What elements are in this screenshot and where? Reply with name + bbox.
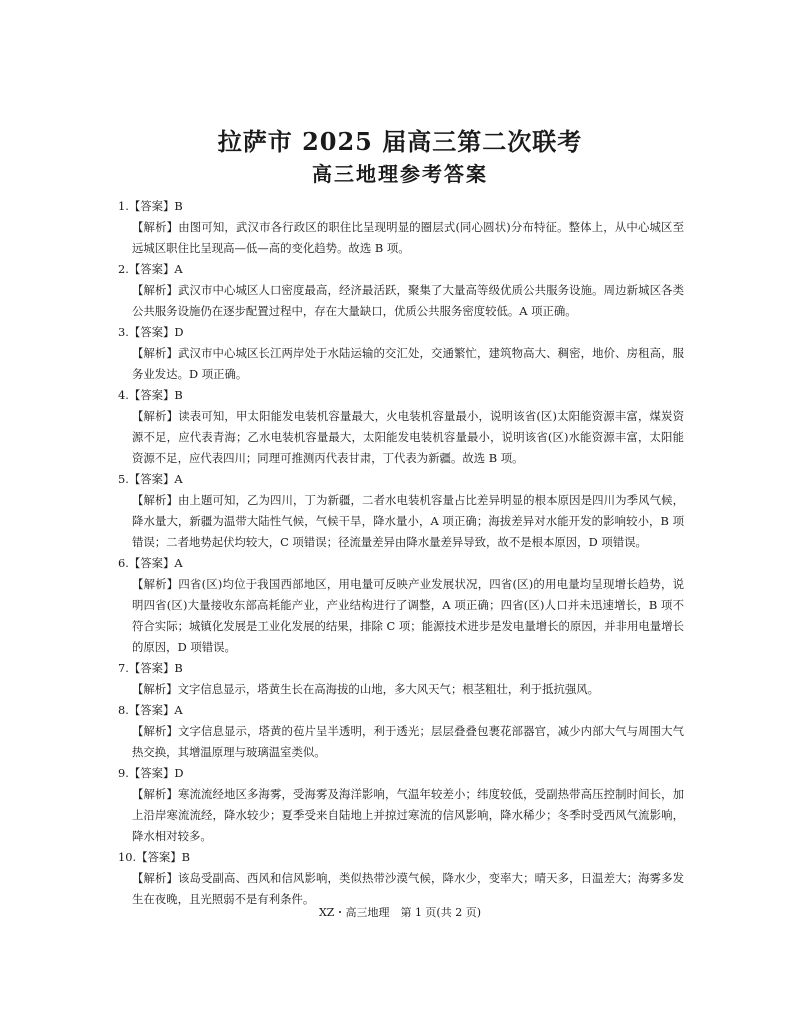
answer-line: 3.【答案】D xyxy=(118,325,184,339)
answer-item xyxy=(118,553,684,658)
answer-list xyxy=(118,196,684,910)
analysis-text: 【解析】寒流流经地区多海雾，受海雾及海洋影响，气温年较差小；纬度较低，受副热带高压控制时间长，加上沿岸寒流流经，降水较少；夏季受来自陆地上并掠过寒流的信风影响，降水稀少；冬季时受西风气流影响，降水相对较多。 xyxy=(132,787,684,843)
answer-item xyxy=(118,700,684,763)
page-subtitle: 高三地理参考答案 xyxy=(312,162,488,186)
analysis-text: 【解析】读表可知，甲太阳能发电装机容量最大，火电装机容量最小，说明该省(区)太阳能资源丰富，煤炭资源不足，应代表青海；乙水电装机容量最大，太阳能发电装机容量最小，说明该省(区)水能资源丰富，太阳能资源不足，应代表四川；同理可推测丙代表甘肃，丁代表为新疆。故选 B 项。 xyxy=(132,409,684,465)
answer-line: 8.【答案】A xyxy=(118,703,183,717)
answer-line: 10.【答案】B xyxy=(118,850,191,864)
answer-line: 4.【答案】B xyxy=(118,388,183,402)
analysis-text: 【解析】四省(区)均位于我国西部地区，用电量可反映产业发展状况，四省(区)的用电量均呈现增长趋势，说明四省(区)大量接收东部高耗能产业，产业结构进行了调整，A 项正确；四省(区)人口并未迅速增长，B 项不符合实际；城镇化发展是工业化发展的结果，排除 C 项；能源技术进步是发电量增长的原因，并非用电量增长的原因，D 项错误。 xyxy=(132,577,684,654)
page-footer: XZ・高三地理 第 1 页(共 2 页) xyxy=(318,906,482,919)
answer-item xyxy=(118,847,684,910)
answer-line: 1.【答案】B xyxy=(118,199,183,213)
analysis-text: 【解析】武汉市中心城区人口密度最高，经济最活跃，聚集了大量高等级优质公共服务设施。周边新城区各类公共服务设施仍在逐步配置过程中，存在大量缺口，优质公共服务密度较低。A 项正确。 xyxy=(132,283,684,318)
analysis-text: 【解析】文字信息显示，塔黄的苞片呈半透明，利于透光；层层叠叠包裹花部器官，减少内部大气与周围大气热交换，其增温原理与玻璃温室类似。 xyxy=(132,724,684,759)
answer-item xyxy=(118,322,684,385)
answer-item xyxy=(118,385,684,469)
answer-line: 2.【答案】A xyxy=(118,262,183,276)
answer-item xyxy=(118,196,684,259)
answer-line: 7.【答案】B xyxy=(118,661,183,675)
answer-line: 6.【答案】A xyxy=(118,556,183,570)
analysis-text: 【解析】文字信息显示，塔黄生长在高海拔的山地，多大风天气；根茎粗壮，利于抵抗强风。 xyxy=(132,682,600,696)
analysis-text: 【解析】武汉市中心城区长江两岸处于水陆运输的交汇处，交通繁忙，建筑物高大、稠密，地价、房租高，服务业发达。D 项正确。 xyxy=(132,346,684,381)
answer-item xyxy=(118,763,684,847)
answer-line: 9.【答案】D xyxy=(118,766,184,780)
answer-line: 5.【答案】A xyxy=(118,472,183,486)
answer-item xyxy=(118,658,684,700)
analysis-text: 【解析】由图可知，武汉市各行政区的职住比呈现明显的圈层式(同心圆状)分布特征。整体上，从中心城区至远城区职住比呈现高—低—高的变化趋势。故选 B 项。 xyxy=(132,220,684,255)
answer-item xyxy=(118,469,684,553)
analysis-text: 【解析】该岛受副高、西风和信风影响，类似热带沙漠气候，降水少，变率大；晴天多，日温差大；海雾多发生在夜晚，且光照弱不是有利条件。 xyxy=(132,871,684,906)
page-title: 拉萨市 2025 届高三第二次联考 xyxy=(217,127,583,156)
analysis-text: 【解析】由上题可知，乙为四川，丁为新疆，二者水电装机容量占比差异明显的根本原因是四川为季风气候，降水量大，新疆为温带大陆性气候，气候干旱，降水量小，A 项正确；海拔差异对水能开发的影响较小，B 项错误；二者地势起伏均较大，C 项错误；径流量差异由降水量差异导致，故不是根本原因，D 项错误。 xyxy=(132,493,684,549)
answer-item xyxy=(118,259,684,322)
